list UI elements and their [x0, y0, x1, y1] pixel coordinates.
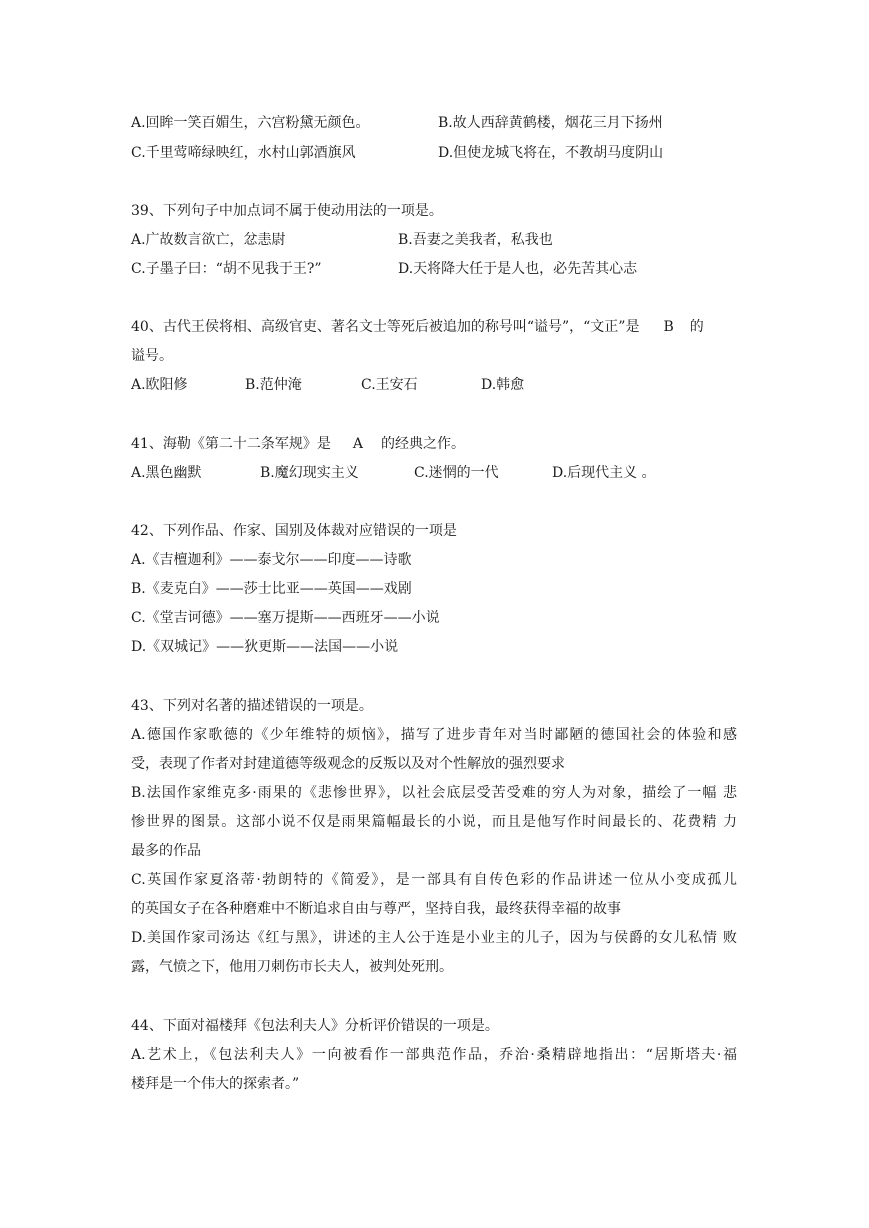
q40-option-d: D.韩愈 [481, 377, 525, 393]
q41-stem-tail: 的经典之作。 [380, 436, 465, 452]
q43-option-b-line1: B.法国作家维克多·雨果的《悲惨世界》，以社会底层受苦受难的穷人为对象，描绘了一幅 悲 [131, 785, 737, 801]
q43-option-b-line3: 最多的作品 [131, 843, 201, 859]
q41-stem-text: 41、海勒《第二十二条军规》是 [131, 436, 331, 452]
q44-stem: 44、下面对福楼拜《包法利夫人》分析评价错误的一项是。 [131, 1018, 499, 1034]
q43-option-a-line2: 受，表现了作者对封建道德等级观念的反叛以及对个性解放的强烈要求 [131, 756, 565, 772]
q40-stem-tail: 的 [689, 319, 704, 335]
q43-stem: 43、下列对名著的描述错误的一项是。 [131, 698, 373, 714]
q44-option-a-line2: 楼拜是一个伟大的探索者。” [131, 1076, 300, 1092]
q41-answer: A [352, 436, 363, 452]
q43-option-a-line1: A.德国作家歌德的《少年维特的烦恼》，描写了进步青年对当时鄙陋的德国社会的体验和感 [131, 727, 737, 743]
q42-option-b: B.《麦克白》——莎士比亚——英国——戏剧 [131, 581, 412, 597]
q41-option-d: D.后现代主义 。 [552, 465, 656, 481]
q40-option-a: A.欧阳修 [131, 377, 188, 393]
q38-option-d: D.但使龙城飞将在，不教胡马度阴山 [438, 145, 664, 161]
q39-option-c: C.子墨子曰：“胡不见我于王?” [131, 261, 322, 277]
q38-option-a: A.回眸一笑百媚生，六宫粉黛无颜色。 [131, 115, 370, 131]
q38-option-b: B.故人西辞黄鹤楼，烟花三月下扬州 [438, 115, 663, 131]
q43-option-c-line2: 的英国女子在各种磨难中不断追求自由与尊严，坚持自我，最终获得幸福的故事 [131, 901, 621, 917]
q42-option-c: C.《堂吉诃德》——塞万提斯——西班牙——小说 [131, 610, 440, 626]
q39-option-a: A.广故数言欲亡，忿恚尉 [131, 232, 286, 248]
q42-stem: 42、下列作品、作家、国别及体裁对应错误的一项是 [131, 523, 457, 539]
q40-stem-line2: 谥号。 [131, 348, 173, 364]
q39-option-b: B.吾妻之美我者，私我也 [398, 232, 553, 248]
q41-stem [131, 434, 465, 454]
q40-option-c: C.王安石 [361, 377, 418, 393]
q41-option-c: C.迷惘的一代 [414, 465, 499, 481]
q39-stem: 39、下列句子中加点词不属于使动用法的一项是。 [131, 203, 443, 219]
q40-answer: B [663, 319, 674, 335]
q43-option-d-line1: D.美国作家司汤达《红与黑》，讲述的主人公于连是小业主的儿子，因为与侯爵的女儿私情 败 [131, 930, 737, 946]
q44-option-a-line1: A.艺术上，《包法利夫人》一向被看作一部典范作品，乔治·桑精辟地指出：“居斯塔夫·福 [131, 1047, 737, 1063]
q42-option-a: A.《吉檀迦利》——泰戈尔——印度——诗歌 [131, 552, 412, 568]
q41-option-a: A.黑色幽默 [131, 465, 202, 481]
q43-option-d-line2: 露，气愤之下，他用刀刺伤市长夫人，被判处死刑。 [131, 959, 453, 975]
q43-option-c-line1: C.英国作家夏洛蒂·勃朗特的《简爱》，是一部具有自传色彩的作品讲述一位从小变成孤儿 [131, 872, 737, 888]
q40-stem-line1 [131, 317, 704, 337]
q42-option-d: D.《双城记》——狄更斯——法国——小说 [131, 639, 399, 655]
q40-option-b: B.范仲淹 [245, 377, 302, 393]
q38-option-c: C.千里莺啼绿映红，水村山郭酒旗风 [131, 145, 356, 161]
q43-option-b-line2: 惨世界的图景。这部小说不仅是雨果篇幅最长的小说，而且是他写作时间最长的、花费精 力 [131, 814, 737, 830]
q41-option-b: B.魔幻现实主义 [260, 465, 359, 481]
q39-option-d: D.天将降大任于是人也，必先苦其心志 [398, 261, 638, 277]
q40-stem-text: 40、古代王侯将相、高级官吏、著名文士等死后被追加的称号叫“谥号”，“文正”是 [131, 319, 640, 335]
